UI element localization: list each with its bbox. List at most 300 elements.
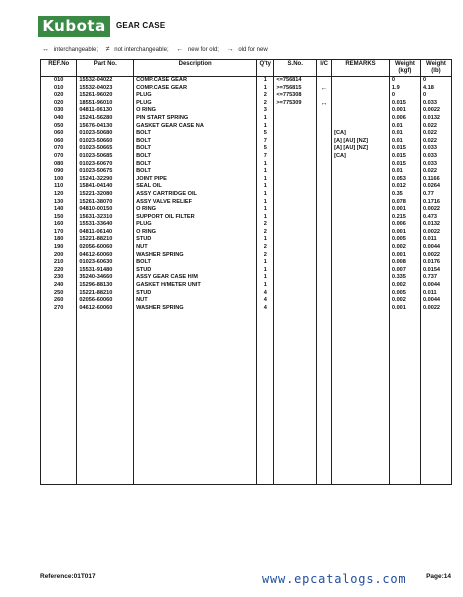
cell-description: SUPPORT OIL FILTER: [134, 214, 257, 222]
cell-serial-no: [274, 115, 317, 123]
cell-ref-no: 010: [41, 85, 77, 93]
cell-serial-no: [274, 206, 317, 214]
cell-weight-kgf: 0.015: [389, 161, 420, 169]
cell-ref-no: 200: [41, 252, 77, 260]
cell-qty: 1: [257, 199, 274, 207]
legend-item-old-for-new: → old for new: [226, 46, 268, 53]
cell-ref-no: 040: [41, 115, 77, 123]
cell-ic: [317, 183, 332, 191]
cell-qty: 1: [257, 259, 274, 267]
table-row: [41, 130, 452, 138]
cell-weight-kgf: 0.002: [389, 297, 420, 305]
cell-weight-kgf: 0: [389, 77, 420, 85]
cell-ref-no: 160: [41, 221, 77, 229]
watermark: www.epcatalogs.com: [262, 572, 407, 586]
cell-qty: 1: [257, 115, 274, 123]
cell-weight-lb: 0.473: [420, 214, 451, 222]
cell-weight-lb: 0: [420, 92, 451, 100]
legend-item-interchangeable: ↔ interchangeable;: [42, 46, 99, 53]
cell-weight-lb: 0.033: [420, 145, 451, 153]
cell-weight-kgf: 0.01: [389, 123, 420, 131]
cell-remarks: [332, 221, 390, 229]
not-equal-icon: ≠: [105, 46, 110, 53]
cell-weight-kgf: 0.001: [389, 107, 420, 115]
cell-ic: [317, 107, 332, 115]
cell-part-no: 15261-38070: [77, 199, 134, 207]
cell-part-no: 04811-06130: [77, 107, 134, 115]
cell-part-no: 15221-88210: [77, 290, 134, 298]
cell-description: WASHER SPRING: [134, 305, 257, 313]
table-row: [41, 274, 452, 282]
cell-ref-no: 180: [41, 236, 77, 244]
cell-remarks: [332, 259, 390, 267]
cell-description: BOLT: [134, 153, 257, 161]
cell-weight-lb: 0.0022: [420, 229, 451, 237]
cell-weight-kgf: 1.9: [389, 85, 420, 93]
cell-weight-kgf: 0.008: [389, 259, 420, 267]
interchangeability-legend: [42, 46, 274, 53]
cell-weight-lb: 0.011: [420, 290, 451, 298]
cell-ic: [317, 252, 332, 260]
cell-ic: [317, 214, 332, 222]
cell-description: BOLT: [134, 138, 257, 146]
cell-description: ASSY VALVE RELIEF: [134, 199, 257, 207]
cell-part-no: 04612-60060: [77, 305, 134, 313]
cell-qty: 5: [257, 145, 274, 153]
cell-description: PLUG: [134, 92, 257, 100]
cell-ic: [317, 297, 332, 305]
cell-remarks: [332, 176, 390, 184]
reference-code: Reference:01T017: [40, 573, 96, 580]
blank-cell: [317, 312, 332, 485]
cell-qty: 1: [257, 236, 274, 244]
cell-description: NUT: [134, 297, 257, 305]
cell-part-no: 02056-60060: [77, 244, 134, 252]
cell-qty: 1: [257, 161, 274, 169]
cell-description: COMP.CASE GEAR: [134, 85, 257, 93]
cell-serial-no: >=775309: [274, 100, 317, 108]
cell-weight-kgf: 0.002: [389, 244, 420, 252]
column-header-ic: I/C: [317, 60, 332, 77]
table-row: [41, 214, 452, 222]
cell-qty: 4: [257, 290, 274, 298]
cell-serial-no: [274, 282, 317, 290]
cell-remarks: [332, 92, 390, 100]
cell-weight-kgf: 0.01: [389, 138, 420, 146]
cell-weight-lb: 0.0176: [420, 259, 451, 267]
cell-remarks: [A] [AU] [NZ]: [332, 138, 390, 146]
cell-remarks: [332, 85, 390, 93]
table-row: [41, 290, 452, 298]
cell-part-no: 04810-00150: [77, 206, 134, 214]
cell-weight-kgf: 0.012: [389, 183, 420, 191]
legend-item-not-interchangeable: ≠ not interchangeable;: [105, 46, 169, 53]
cell-ref-no: 110: [41, 183, 77, 191]
cell-description: PIN START SPRING: [134, 115, 257, 123]
cell-description: O RING: [134, 206, 257, 214]
cell-description: STUD: [134, 236, 257, 244]
cell-qty: 2: [257, 229, 274, 237]
cell-weight-lb: 0.0022: [420, 305, 451, 313]
cell-serial-no: [274, 107, 317, 115]
cell-qty: 1: [257, 206, 274, 214]
blank-cell: [420, 312, 451, 485]
cell-weight-kgf: 0.005: [389, 236, 420, 244]
cell-ic: [317, 138, 332, 146]
table-row: [41, 282, 452, 290]
table-row: [41, 153, 452, 161]
cell-ic: [317, 274, 332, 282]
cell-description: BOLT: [134, 161, 257, 169]
cell-weight-lb: 0.0022: [420, 252, 451, 260]
cell-ic: ←: [317, 85, 332, 93]
column-header-weight-lb: Weight (lb): [420, 60, 451, 77]
blank-cell: [274, 312, 317, 485]
cell-description: PLUG: [134, 100, 257, 108]
cell-ref-no: 220: [41, 267, 77, 275]
cell-serial-no: [274, 176, 317, 184]
cell-ic: [317, 168, 332, 176]
table-row: [41, 107, 452, 115]
cell-weight-kgf: 0.215: [389, 214, 420, 222]
table-row: [41, 145, 452, 153]
cell-remarks: [332, 244, 390, 252]
cell-remarks: [332, 100, 390, 108]
cell-part-no: 01023-50660: [77, 138, 134, 146]
cell-part-no: 02056-60060: [77, 297, 134, 305]
cell-weight-kgf: 0: [389, 92, 420, 100]
column-header-description: Description: [134, 60, 257, 77]
cell-description: ASSY GEAR CASE H/M: [134, 274, 257, 282]
cell-ic: [317, 290, 332, 298]
cell-part-no: 18551-96010: [77, 100, 134, 108]
cell-weight-lb: 0.0154: [420, 267, 451, 275]
cell-weight-kgf: 0.015: [389, 145, 420, 153]
cell-ref-no: 060: [41, 138, 77, 146]
cell-description: PLUG: [134, 221, 257, 229]
cell-description: BOLT: [134, 168, 257, 176]
cell-ref-no: 120: [41, 191, 77, 199]
cell-weight-lb: 0: [420, 77, 451, 85]
cell-weight-lb: 4.18: [420, 85, 451, 93]
cell-ref-no: 170: [41, 229, 77, 237]
cell-ref-no: 190: [41, 244, 77, 252]
table-row: [41, 161, 452, 169]
cell-ref-no: 050: [41, 123, 77, 131]
table-row: [41, 305, 452, 313]
cell-remarks: [332, 214, 390, 222]
cell-weight-kgf: 0.015: [389, 100, 420, 108]
cell-weight-lb: 0.022: [420, 123, 451, 131]
cell-weight-lb: 0.1716: [420, 199, 451, 207]
cell-remarks: [332, 168, 390, 176]
cell-description: JOINT PIPE: [134, 176, 257, 184]
cell-serial-no: [274, 290, 317, 298]
cell-serial-no: [274, 252, 317, 260]
cell-remarks: [332, 282, 390, 290]
cell-description: STUD: [134, 267, 257, 275]
cell-weight-kgf: 0.35: [389, 191, 420, 199]
parts-table: [40, 59, 452, 485]
cell-part-no: 01023-50685: [77, 153, 134, 161]
cell-ic: [317, 221, 332, 229]
cell-remarks: [332, 115, 390, 123]
cell-remarks: [332, 107, 390, 115]
cell-ic: [317, 267, 332, 275]
cell-remarks: [332, 191, 390, 199]
cell-ref-no: 080: [41, 161, 77, 169]
table-row: [41, 191, 452, 199]
cell-weight-lb: 0.0044: [420, 282, 451, 290]
cell-remarks: [332, 206, 390, 214]
table-row: [41, 92, 452, 100]
cell-weight-lb: 0.0044: [420, 244, 451, 252]
cell-part-no: 15676-04130: [77, 123, 134, 131]
cell-description: COMP.CASE GEAR: [134, 77, 257, 85]
table-row: [41, 115, 452, 123]
cell-ref-no: 230: [41, 274, 77, 282]
double-arrow-icon: ↔: [42, 46, 49, 53]
cell-remarks: [332, 183, 390, 191]
cell-weight-lb: 0.737: [420, 274, 451, 282]
cell-weight-lb: 0.1166: [420, 176, 451, 184]
cell-weight-lb: 0.033: [420, 161, 451, 169]
cell-part-no: 15241-56280: [77, 115, 134, 123]
cell-description: WASHER SPRING: [134, 252, 257, 260]
cell-ref-no: 260: [41, 297, 77, 305]
cell-ic: [317, 115, 332, 123]
table-blank-space: [41, 312, 452, 485]
cell-part-no: 15532-04022: [77, 77, 134, 85]
cell-serial-no: [274, 123, 317, 131]
cell-description: ASSY CARTRIDGE OIL: [134, 191, 257, 199]
cell-qty: 5: [257, 130, 274, 138]
cell-serial-no: <=756814: [274, 77, 317, 85]
cell-ic: [317, 305, 332, 313]
cell-qty: 7: [257, 138, 274, 146]
cell-ref-no: 060: [41, 130, 77, 138]
cell-remarks: [332, 123, 390, 131]
cell-serial-no: <=775308: [274, 92, 317, 100]
cell-ref-no: 020: [41, 92, 77, 100]
cell-serial-no: [274, 199, 317, 207]
cell-description: GASKET H/METER UNIT: [134, 282, 257, 290]
cell-weight-lb: 0.033: [420, 153, 451, 161]
cell-description: BOLT: [134, 259, 257, 267]
cell-qty: 1: [257, 77, 274, 85]
cell-part-no: 15841-04140: [77, 183, 134, 191]
cell-ic: [317, 130, 332, 138]
table-row: [41, 183, 452, 191]
cell-remarks: [332, 267, 390, 275]
right-arrow-icon: →: [226, 46, 234, 53]
cell-serial-no: [274, 305, 317, 313]
cell-description: STUD: [134, 290, 257, 298]
cell-ic: [317, 236, 332, 244]
cell-part-no: 35240-34660: [77, 274, 134, 282]
cell-part-no: 15531-33640: [77, 221, 134, 229]
cell-ref-no: 130: [41, 199, 77, 207]
cell-serial-no: [274, 274, 317, 282]
cell-qty: 1: [257, 191, 274, 199]
cell-description: O RING: [134, 107, 257, 115]
cell-ref-no: 250: [41, 290, 77, 298]
cell-weight-kgf: 0.01: [389, 130, 420, 138]
cell-remarks: [332, 236, 390, 244]
cell-ref-no: 140: [41, 206, 77, 214]
blank-cell: [41, 312, 77, 485]
cell-ref-no: 020: [41, 100, 77, 108]
cell-part-no: 01023-50675: [77, 168, 134, 176]
cell-ic: [317, 259, 332, 267]
table-row: [41, 85, 452, 93]
cell-weight-kgf: 0.001: [389, 229, 420, 237]
cell-serial-no: [274, 191, 317, 199]
cell-serial-no: [274, 145, 317, 153]
cell-weight-lb: 0.0132: [420, 221, 451, 229]
cell-ref-no: 270: [41, 305, 77, 313]
cell-weight-lb: 0.0044: [420, 297, 451, 305]
cell-ref-no: 240: [41, 282, 77, 290]
cell-ic: [317, 92, 332, 100]
cell-qty: 2: [257, 100, 274, 108]
cell-serial-no: [274, 183, 317, 191]
cell-ref-no: 150: [41, 214, 77, 222]
parts-table-body: [41, 77, 452, 485]
blank-cell: [134, 312, 257, 485]
cell-weight-lb: 0.022: [420, 138, 451, 146]
blank-cell: [257, 312, 274, 485]
table-row: [41, 100, 452, 108]
cell-serial-no: >=756815: [274, 85, 317, 93]
cell-part-no: 15221-88210: [77, 236, 134, 244]
cell-weight-lb: 0.022: [420, 130, 451, 138]
cell-description: BOLT: [134, 130, 257, 138]
cell-ref-no: 210: [41, 259, 77, 267]
table-row: [41, 267, 452, 275]
cell-qty: 2: [257, 252, 274, 260]
cell-qty: 1: [257, 168, 274, 176]
cell-weight-kgf: 0.001: [389, 305, 420, 313]
cell-ic: [317, 229, 332, 237]
cell-qty: 1: [257, 214, 274, 222]
table-row: [41, 138, 452, 146]
cell-remarks: [332, 305, 390, 313]
cell-remarks: [332, 199, 390, 207]
table-row: [41, 244, 452, 252]
table-row: [41, 297, 452, 305]
cell-remarks: [332, 274, 390, 282]
cell-remarks: [A] [AU] [NZ]: [332, 145, 390, 153]
cell-remarks: [332, 297, 390, 305]
cell-part-no: 01023-50680: [77, 130, 134, 138]
cell-part-no: 01023-60670: [77, 161, 134, 169]
cell-serial-no: [274, 229, 317, 237]
cell-ic: [317, 153, 332, 161]
table-row: [41, 123, 452, 131]
cell-qty: 4: [257, 305, 274, 313]
cell-weight-kgf: 0.001: [389, 252, 420, 260]
cell-ic: [317, 161, 332, 169]
cell-ic: [317, 77, 332, 85]
table-row: [41, 77, 452, 85]
cell-ref-no: 010: [41, 77, 77, 85]
cell-serial-no: [274, 236, 317, 244]
cell-qty: 2: [257, 244, 274, 252]
cell-description: O RING: [134, 229, 257, 237]
cell-part-no: 15531-91480: [77, 267, 134, 275]
cell-weight-kgf: 0.006: [389, 115, 420, 123]
cell-ic: [317, 191, 332, 199]
cell-ic: [317, 145, 332, 153]
cell-serial-no: [274, 297, 317, 305]
table-row: [41, 259, 452, 267]
cell-weight-kgf: 0.001: [389, 206, 420, 214]
table-row: [41, 206, 452, 214]
cell-weight-kgf: 0.078: [389, 199, 420, 207]
cell-qty: 7: [257, 153, 274, 161]
cell-ic: [317, 244, 332, 252]
column-header-ref-no: REF.No: [41, 60, 77, 77]
column-header-remarks: REMARKS: [332, 60, 390, 77]
cell-weight-lb: 0.011: [420, 236, 451, 244]
cell-weight-lb: 0.0022: [420, 107, 451, 115]
cell-remarks: [332, 290, 390, 298]
cell-qty: 3: [257, 107, 274, 115]
cell-qty: 2: [257, 221, 274, 229]
cell-weight-kgf: 0.007: [389, 267, 420, 275]
table-row: [41, 221, 452, 229]
table-header-row: [41, 60, 452, 77]
blank-cell: [389, 312, 420, 485]
cell-ref-no: 100: [41, 176, 77, 184]
cell-weight-kgf: 0.01: [389, 168, 420, 176]
cell-serial-no: [274, 153, 317, 161]
table-row: [41, 168, 452, 176]
cell-qty: 1: [257, 183, 274, 191]
cell-qty: 1: [257, 85, 274, 93]
column-header-qty: Q'ty: [257, 60, 274, 77]
cell-ref-no: 070: [41, 145, 77, 153]
cell-weight-kgf: 0.005: [389, 290, 420, 298]
cell-part-no: 01023-60630: [77, 259, 134, 267]
cell-description: SEAL OIL: [134, 183, 257, 191]
cell-remarks: [332, 252, 390, 260]
cell-serial-no: [274, 259, 317, 267]
cell-weight-lb: 0.0022: [420, 206, 451, 214]
cell-description: BOLT: [134, 145, 257, 153]
cell-ic: [317, 123, 332, 131]
cell-ref-no: 070: [41, 153, 77, 161]
cell-weight-kgf: 0.015: [389, 153, 420, 161]
cell-serial-no: [274, 138, 317, 146]
cell-part-no: 15532-04023: [77, 85, 134, 93]
cell-part-no: 15221-32080: [77, 191, 134, 199]
cell-weight-kgf: 0.053: [389, 176, 420, 184]
cell-part-no: 01023-50665: [77, 145, 134, 153]
cell-qty: 1: [257, 123, 274, 131]
cell-serial-no: [274, 130, 317, 138]
cell-weight-kgf: 0.002: [389, 282, 420, 290]
section-title: GEAR CASE: [116, 21, 166, 30]
cell-part-no: 15241-32290: [77, 176, 134, 184]
column-header-part-no: Part No.: [77, 60, 134, 77]
kubota-logo: Kubota: [38, 16, 110, 37]
cell-part-no: 04811-06140: [77, 229, 134, 237]
cell-weight-lb: 0.77: [420, 191, 451, 199]
cell-remarks: [332, 161, 390, 169]
cell-weight-lb: 0.0132: [420, 115, 451, 123]
